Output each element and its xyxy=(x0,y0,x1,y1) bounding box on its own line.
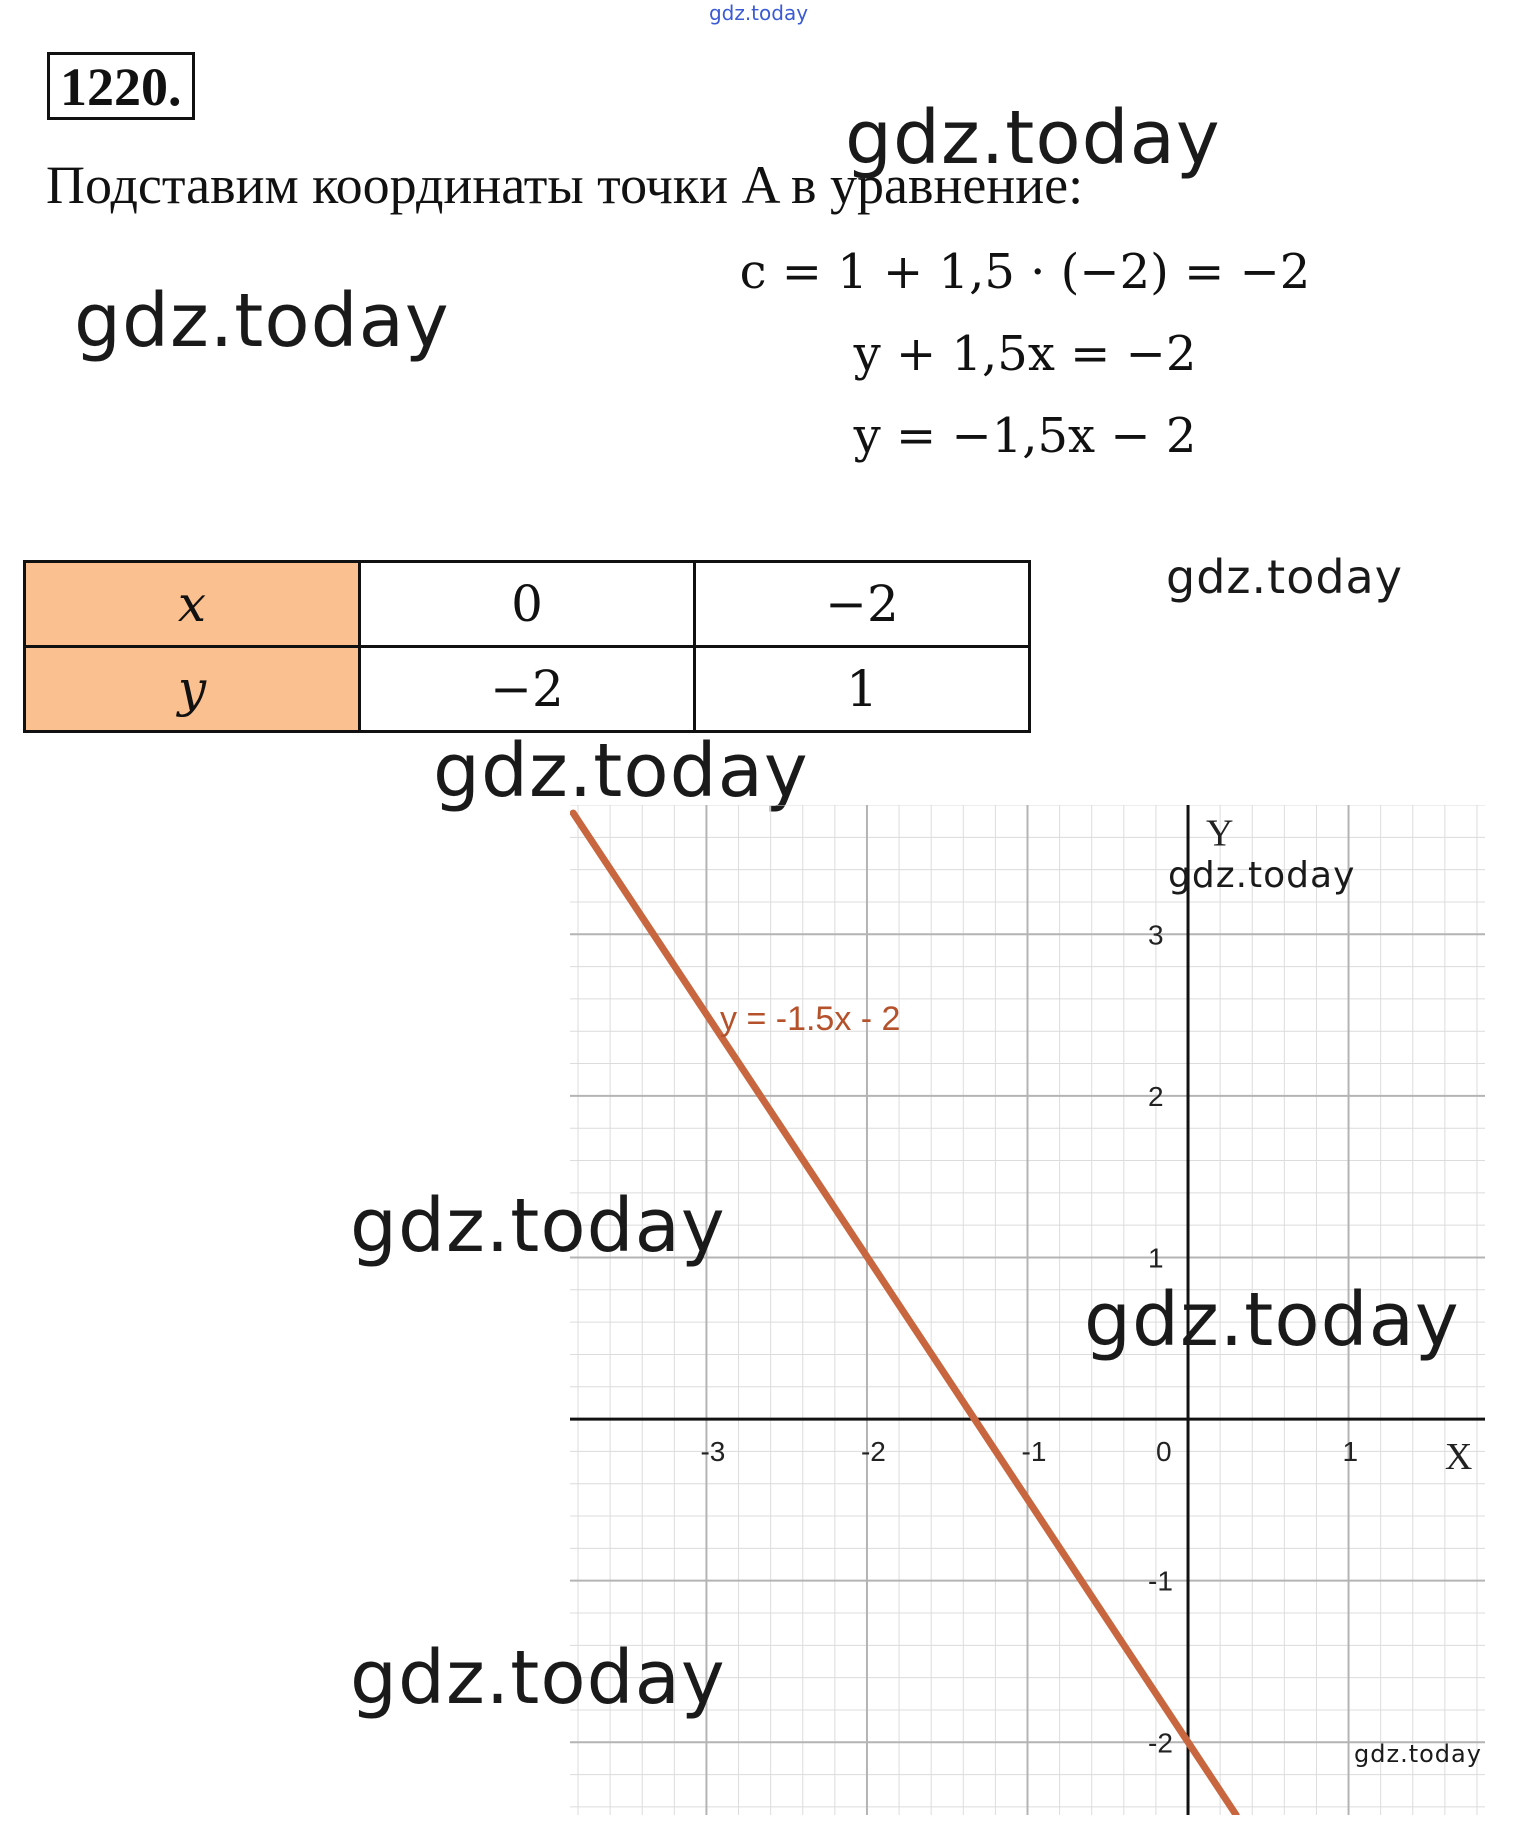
watermark: gdz.today xyxy=(1168,855,1356,896)
watermark: gdz.today xyxy=(433,728,809,814)
table-row-y xyxy=(25,647,1030,732)
x-axis-label: X xyxy=(1444,1436,1473,1479)
table-cell: 0 xyxy=(360,562,695,647)
equation-3: y = −1,5x − 2 xyxy=(853,408,1197,464)
y-tick-label: 2 xyxy=(1148,1080,1164,1112)
table-row-x xyxy=(25,562,1030,647)
line-label: y = -1.5x - 2 xyxy=(720,1000,901,1038)
y-tick-label: -1 xyxy=(1148,1565,1173,1597)
x-tick-label: -3 xyxy=(700,1436,726,1468)
watermark: gdz.today xyxy=(1166,550,1403,604)
x-tick-label: -1 xyxy=(1021,1436,1047,1468)
y-tick-label: 1 xyxy=(1148,1242,1164,1274)
x-tick-label: 0 xyxy=(1156,1436,1172,1468)
y-tick-label: 3 xyxy=(1148,919,1164,951)
table-cell: −2 xyxy=(695,562,1030,647)
table-cell: −2 xyxy=(360,647,695,732)
equation-2: y + 1,5x = −2 xyxy=(853,326,1197,382)
table-row-label: x xyxy=(25,562,360,647)
y-axis-label: Y xyxy=(1206,812,1234,855)
x-tick-label: -2 xyxy=(860,1436,886,1468)
table-row-label: y xyxy=(25,647,360,732)
watermark: gdz.today xyxy=(1084,1277,1460,1363)
intro-text: Подставим координаты точки A в уравнение: xyxy=(46,155,1084,215)
values-table xyxy=(23,560,1031,733)
top-watermark: gdz.today xyxy=(708,1,809,25)
x-tick-label: 1 xyxy=(1342,1436,1359,1468)
watermark: gdz.today xyxy=(350,1183,726,1269)
equation-1: c = 1 + 1,5 · (−2) = −2 xyxy=(739,244,1311,300)
watermark: gdz.today xyxy=(1354,1740,1482,1768)
y-tick-label: -2 xyxy=(1148,1727,1173,1759)
table-cell: 1 xyxy=(695,647,1030,732)
watermark: gdz.today xyxy=(74,278,450,364)
watermark: gdz.today xyxy=(350,1635,726,1721)
watermark: gdz.today xyxy=(845,95,1221,181)
problem-number: 1220. xyxy=(47,52,195,120)
